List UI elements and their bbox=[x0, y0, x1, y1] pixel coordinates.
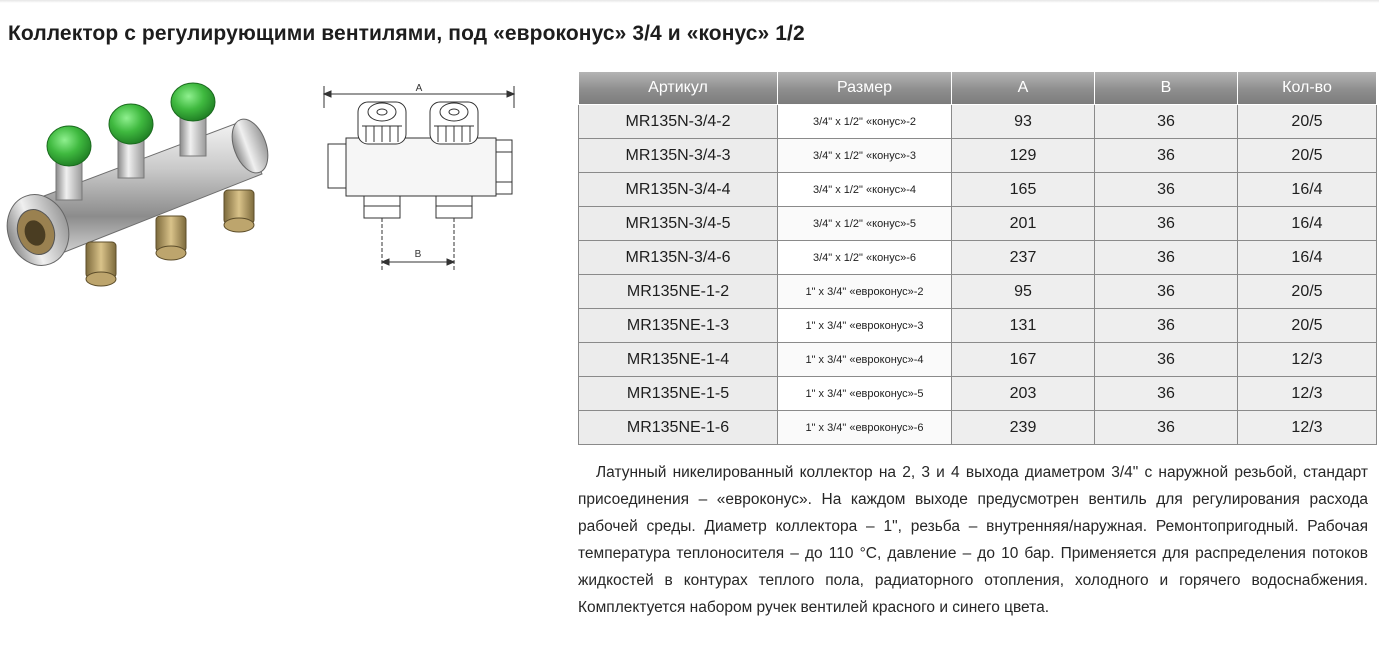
cell-a: 165 bbox=[952, 173, 1095, 207]
dimension-b-label: B bbox=[414, 249, 422, 260]
cell-article: MR135NE-1-6 bbox=[579, 411, 778, 445]
cell-article: MR135N-3/4-5 bbox=[579, 207, 778, 241]
cell-qty: 20/5 bbox=[1238, 275, 1377, 309]
cell-b: 36 bbox=[1095, 241, 1238, 275]
table-row bbox=[579, 377, 1377, 411]
cell-qty: 16/4 bbox=[1238, 173, 1377, 207]
cell-size: 3/4" x 1/2" «конус»-3 bbox=[778, 139, 952, 173]
table-row bbox=[579, 309, 1377, 343]
cell-a: 93 bbox=[952, 105, 1095, 139]
cell-article: MR135N-3/4-6 bbox=[579, 241, 778, 275]
product-description: Латунный никелированный коллектор на 2, 3 и 4 выхода диаметром 3/4" с наружной резьбой, стандарт присоединения – «евроконус». На каждом выходе предусмотрен вентиль для регулирования расхода рабочей среды. Диаметр коллектора – 1", резьба – внутренняя/наружная. Ремонтопригодный. Рабочая температура теплоносителя – до 110 °С, давление – до 10 бар. Применяется для распределения потоков жидкостей в контурах теплого пола, радиаторного отопления, холодного и горячего водоснабжения. Комплектуется набором ручек вентилей красного и синего цвета. bbox=[578, 464, 1368, 616]
cell-b: 36 bbox=[1095, 309, 1238, 343]
cell-article: MR135NE-1-5 bbox=[579, 377, 778, 411]
header-b: B bbox=[1095, 72, 1238, 105]
cell-size: 3/4" x 1/2" «конус»-5 bbox=[778, 207, 952, 241]
cell-a: 95 bbox=[952, 275, 1095, 309]
cell-size: 1" x 3/4" «евроконус»-6 bbox=[778, 411, 952, 445]
product-photo bbox=[0, 82, 290, 297]
cell-qty: 16/4 bbox=[1238, 207, 1377, 241]
cell-a: 167 bbox=[952, 343, 1095, 377]
cell-qty: 20/5 bbox=[1238, 139, 1377, 173]
cell-b: 36 bbox=[1095, 173, 1238, 207]
cell-a: 129 bbox=[952, 139, 1095, 173]
cell-qty: 12/3 bbox=[1238, 343, 1377, 377]
cell-qty: 12/3 bbox=[1238, 377, 1377, 411]
table-header-row bbox=[579, 72, 1377, 105]
cell-article: MR135N-3/4-3 bbox=[579, 139, 778, 173]
page-title: Коллектор с регулирующими вентилями, под «евроконус» 3/4 и «конус» 1/2 bbox=[8, 22, 805, 45]
cell-a: 203 bbox=[952, 377, 1095, 411]
technical-drawing bbox=[318, 78, 524, 274]
cell-b: 36 bbox=[1095, 139, 1238, 173]
cell-size: 3/4" x 1/2" «конус»-4 bbox=[778, 173, 952, 207]
cell-article: MR135NE-1-2 bbox=[579, 275, 778, 309]
top-rule bbox=[0, 0, 1379, 3]
cell-size: 1" x 3/4" «евроконус»-4 bbox=[778, 343, 952, 377]
spec-table bbox=[578, 72, 1377, 445]
cell-article: MR135NE-1-4 bbox=[579, 343, 778, 377]
cell-b: 36 bbox=[1095, 275, 1238, 309]
cell-size: 3/4" x 1/2" «конус»-6 bbox=[778, 241, 952, 275]
cell-qty: 20/5 bbox=[1238, 309, 1377, 343]
cell-size: 1" x 3/4" «евроконус»-3 bbox=[778, 309, 952, 343]
table-row bbox=[579, 207, 1377, 241]
header-a: A bbox=[952, 72, 1095, 105]
cell-article: MR135N-3/4-2 bbox=[579, 105, 778, 139]
cell-article: MR135NE-1-3 bbox=[579, 309, 778, 343]
dimension-a-label: A bbox=[415, 83, 423, 94]
cell-qty: 16/4 bbox=[1238, 241, 1377, 275]
cell-qty: 12/3 bbox=[1238, 411, 1377, 445]
cell-a: 237 bbox=[952, 241, 1095, 275]
table-row bbox=[579, 139, 1377, 173]
header-qty: Кол-во bbox=[1238, 72, 1377, 105]
header-size: Размер bbox=[778, 72, 952, 105]
table-row bbox=[579, 173, 1377, 207]
cell-b: 36 bbox=[1095, 105, 1238, 139]
cell-a: 239 bbox=[952, 411, 1095, 445]
header-article: Артикул bbox=[579, 72, 778, 105]
cell-b: 36 bbox=[1095, 377, 1238, 411]
table-row bbox=[579, 105, 1377, 139]
cell-a: 201 bbox=[952, 207, 1095, 241]
cell-qty: 20/5 bbox=[1238, 105, 1377, 139]
cell-size: 1" x 3/4" «евроконус»-2 bbox=[778, 275, 952, 309]
cell-article: MR135N-3/4-4 bbox=[579, 173, 778, 207]
table-row bbox=[579, 275, 1377, 309]
table-row bbox=[579, 343, 1377, 377]
cell-b: 36 bbox=[1095, 343, 1238, 377]
table-row bbox=[579, 411, 1377, 445]
cell-size: 3/4" x 1/2" «конус»-2 bbox=[778, 105, 952, 139]
cell-size: 1" x 3/4" «евроконус»-5 bbox=[778, 377, 952, 411]
cell-b: 36 bbox=[1095, 207, 1238, 241]
table-row bbox=[579, 241, 1377, 275]
cell-b: 36 bbox=[1095, 411, 1238, 445]
cell-a: 131 bbox=[952, 309, 1095, 343]
